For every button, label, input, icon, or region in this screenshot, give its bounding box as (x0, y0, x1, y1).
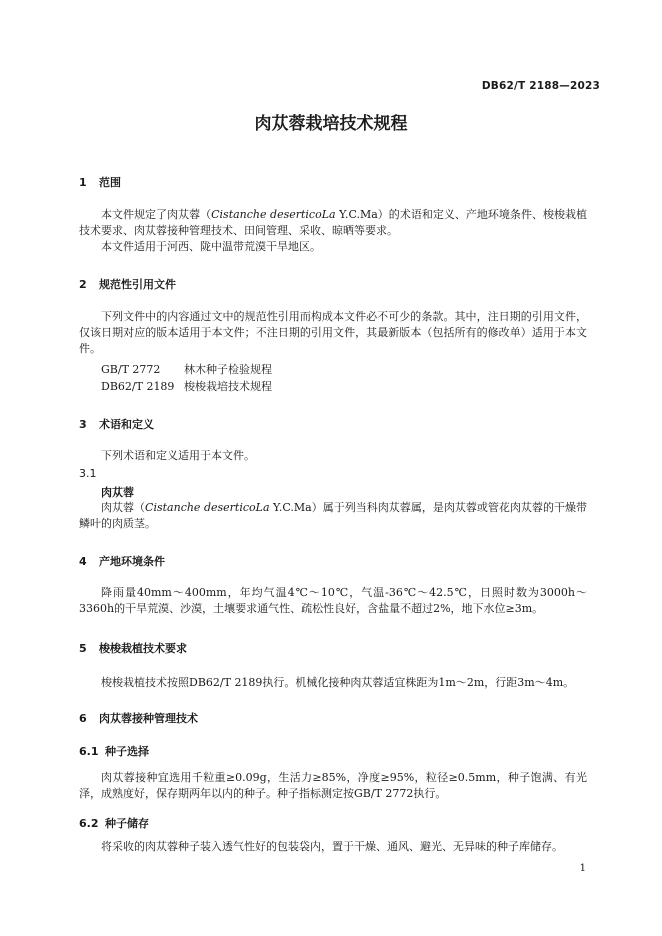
term-name: 肉苁蓉 (101, 486, 134, 499)
subsection-6-2-paragraph: 将采收的肉苁蓉种子装入透气性好的包装袋内，置于干燥、通风、避光、无异味的种子库储存。 (101, 840, 563, 853)
subsection-number: 6.1 (79, 745, 99, 758)
subsection-heading-6-1 (79, 743, 149, 759)
section-3-paragraph-1: 下列术语和定义适用于本文件。 (101, 449, 255, 462)
section-title: 肉苁蓉接种管理技术 (99, 712, 198, 725)
document-title: 肉苁蓉栽培技术规程 (254, 114, 408, 134)
section-number: 1 (79, 176, 87, 189)
section-heading-4 (79, 553, 165, 569)
section-title: 产地环境条件 (99, 555, 165, 568)
subsection-6-1-paragraph: 肉苁蓉接种宜选用千粒重≥0.09g，生活力≥85%，净度≥95%，粒径≥0.5mm，种子饱满、有光泽，成熟度好，保存期两年以内的种子。种子指标测定按GB/T 2772执行。 (79, 771, 587, 800)
section-number: 2 (79, 278, 87, 291)
section-1-paragraph-1: 本文件规定了肉苁蓉（Cistanche deserticoLa Y.C.Ma）的术语和定义、产地环境条件、梭梭栽植技术要求、肉苁蓉接种管理技术、田间管理、采收、晾晒等要求。 (79, 208, 588, 237)
section-5-paragraph-1: 梭梭栽植技术按照DB62/T 2189执行。机械化接种肉苁蓉适宜株距为1m～2m，行距3m～4m。 (101, 676, 575, 689)
page-number: 1 (579, 863, 586, 874)
section-title: 梭梭栽植技术要求 (99, 642, 187, 655)
reference-title: 林木种子检验规程 (184, 363, 272, 376)
section-heading-2 (79, 276, 176, 292)
reference-code: DB62/T 2189 (101, 380, 175, 393)
section-heading-3 (79, 416, 154, 432)
latin-name: Cistanche deserticoLa (211, 208, 336, 221)
section-number: 3 (79, 418, 87, 431)
section-number: 5 (79, 642, 87, 655)
subsection-title: 种子储存 (105, 817, 149, 830)
term-number: 3.1 (79, 467, 97, 480)
reference-title: 梭梭栽培技术规程 (184, 380, 272, 393)
subsection-number: 6.2 (79, 817, 99, 830)
section-title: 术语和定义 (99, 418, 154, 431)
latin-name: Cistanche deserticoLa (145, 501, 270, 514)
section-1-paragraph-2: 本文件适用于河西、陇中温带荒漠干旱地区。 (101, 240, 321, 253)
section-2-paragraph-1: 下列文件中的内容通过文中的规范性引用而构成本文件必不可少的条款。其中，注日期的引用文件，仅该日期对应的版本适用于本文件；不注日期的引用文件，其最新版本（包括所有的修改单）适用于本文件。 (79, 310, 587, 355)
normative-reference (101, 361, 272, 377)
reference-code: GB/T 2772 (101, 363, 161, 376)
section-heading-5 (79, 640, 187, 656)
section-title: 范围 (99, 176, 121, 189)
term-definition: 肉苁蓉（Cistanche deserticoLa Y.C.Ma）属于列当科肉苁蓉属，是肉苁蓉或管花肉苁蓉的干燥带鳞叶的肉质茎。 (79, 501, 587, 530)
section-number: 6 (79, 712, 87, 725)
subsection-heading-6-2 (79, 815, 149, 831)
section-heading-1 (79, 174, 121, 190)
section-4-paragraph-1: 降雨量40mm～400mm，年均气温4℃～10℃，气温-36℃～42.5℃，日照时数为3000h～3360h的干旱荒漠、沙漠，土壤要求通气性、疏松性良好，含盐量不超过2%，地下水位≥3m。 (79, 586, 587, 615)
standard-code: DB62/T 2188—2023 (481, 80, 600, 92)
section-number: 4 (79, 555, 87, 568)
subsection-title: 种子选择 (105, 745, 149, 758)
normative-reference (101, 378, 272, 394)
section-heading-6 (79, 710, 198, 726)
section-title: 规范性引用文件 (99, 278, 176, 291)
